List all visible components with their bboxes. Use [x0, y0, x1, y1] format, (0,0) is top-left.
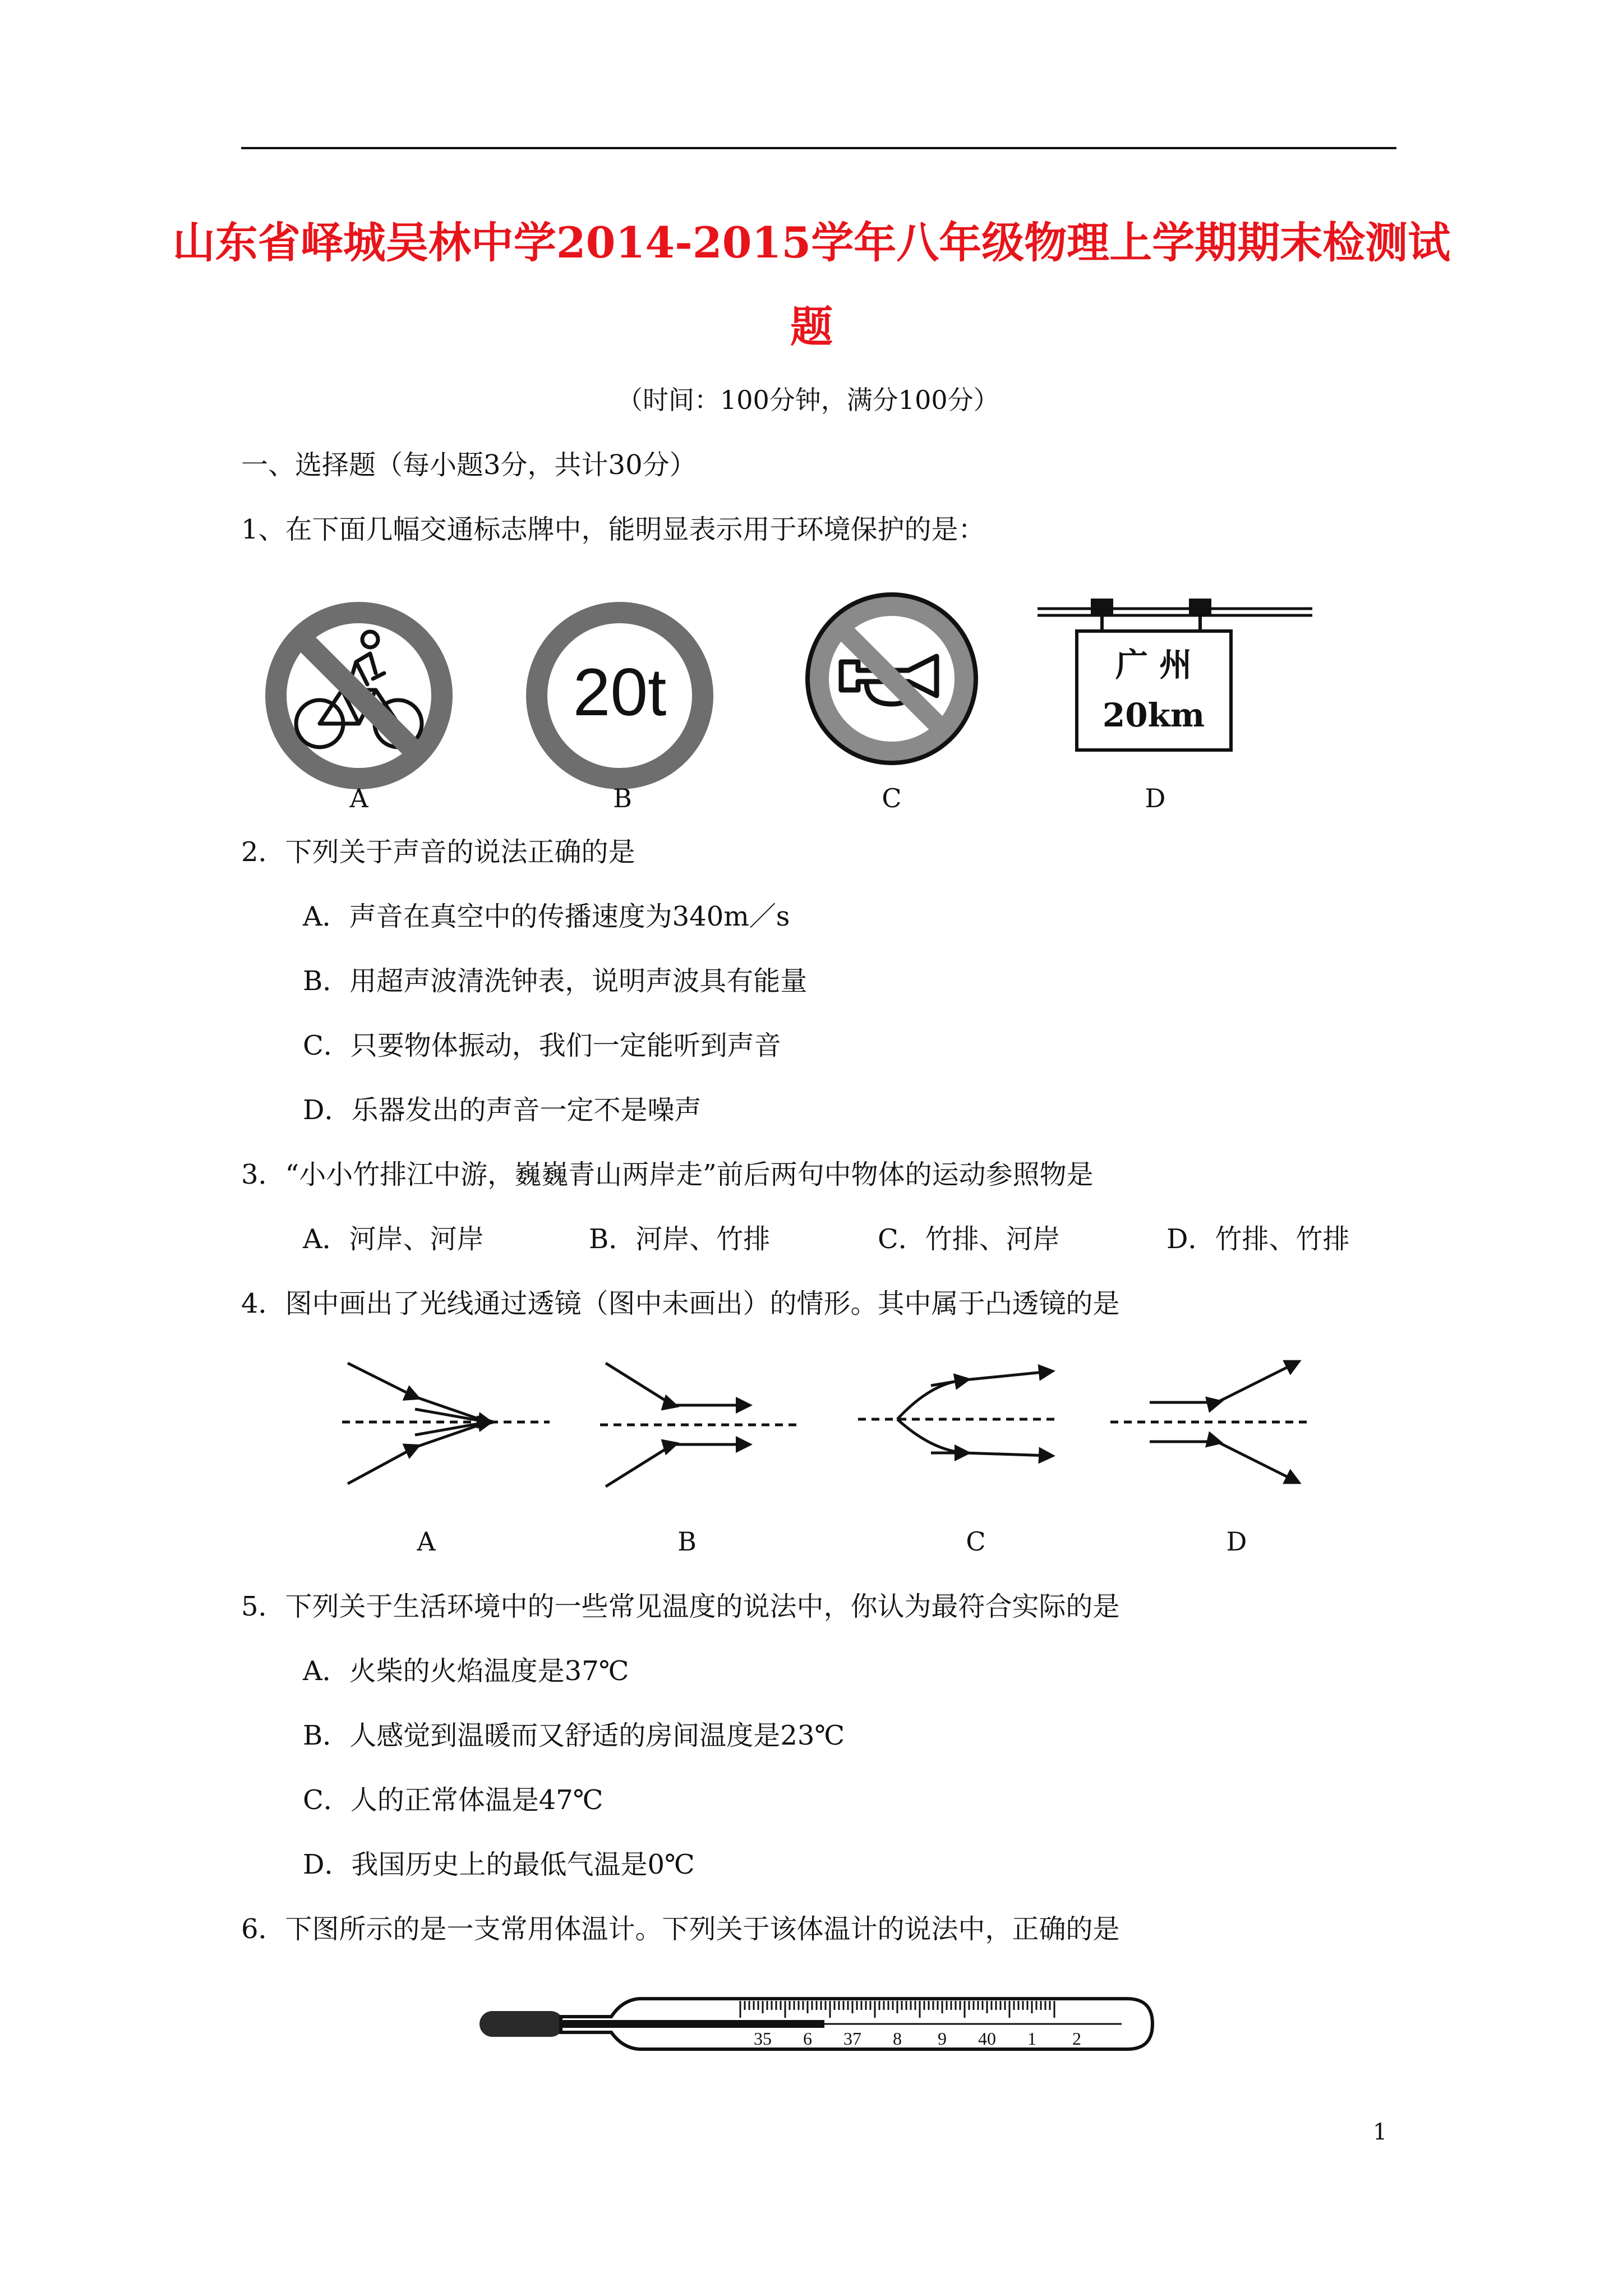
- exam-info: （时间：100分钟，满分100分）: [617, 385, 999, 415]
- question-5-stem: 5．下列关于生活环境中的一些常见温度的说法中，你认为最符合实际的是: [241, 1591, 1120, 1622]
- question-2-option-a: A．声音在真空中的传播速度为340m／s: [303, 901, 790, 932]
- scale-label-36: 6: [803, 2028, 812, 2049]
- q1-label-b: B: [613, 783, 632, 813]
- question-4-stem: 4．图中画出了光线通过透镜（图中未画出）的情形。其中属于凸透镜的是: [241, 1288, 1120, 1319]
- question-3-option-b: B．河岸、竹排: [589, 1223, 771, 1255]
- sign-city: 广 州: [1115, 646, 1192, 684]
- q4-label-a: A: [417, 1526, 436, 1557]
- scale-label-35: 35: [754, 2028, 772, 2049]
- ray-diagram-b: [600, 1363, 802, 1487]
- question-1-stem: 1、在下面几幅交通标志牌中，能明显表示用于环境保护的是：: [241, 514, 985, 545]
- question-2-option-c: C．只要物体振动，我们一定能听到声音: [303, 1030, 781, 1061]
- ray-diagram-d: [1110, 1363, 1307, 1481]
- question-5-option-a: A．火柴的火焰温度是37℃: [303, 1655, 629, 1687]
- title-line-1: 山东省峄城吴林中学2014-2015学年八年级物理上学期期末检测试: [172, 218, 1451, 268]
- question-5-option-b: B．人感觉到温暖而又舒适的房间温度是23℃: [303, 1720, 845, 1751]
- question-3-stem: 3．“小小竹排江中游，巍巍青山两岸走”前后两句中物体的运动参照物是: [241, 1159, 1094, 1190]
- weight-limit-text: 20t: [573, 655, 667, 730]
- question-3-option-c: C．竹排、河岸: [878, 1223, 1060, 1255]
- section-heading: 一、选择题（每小题3分，共计30分）: [241, 449, 697, 481]
- clinical-thermometer: [471, 1989, 1166, 2062]
- scale-label-38: 8: [893, 2028, 902, 2049]
- q4-label-d: D: [1226, 1526, 1247, 1557]
- scale-label-39: 9: [938, 2028, 947, 2049]
- scale-label-40: 40: [978, 2028, 996, 2049]
- scale-label-37: 37: [843, 2028, 861, 2049]
- question-3-option-a: A．河岸、河岸: [303, 1223, 484, 1255]
- q1-label-a: A: [349, 783, 368, 813]
- page-number: 1: [1373, 2119, 1387, 2145]
- ray-diagram-a: [342, 1363, 550, 1484]
- q1-label-c: C: [882, 783, 902, 813]
- scale-label-42: 2: [1072, 2028, 1081, 2049]
- q4-label-b: B: [677, 1526, 697, 1557]
- question-3-option-d: D．竹排、竹排: [1166, 1223, 1350, 1255]
- question-2-stem: 2．下列关于声音的说法正确的是: [241, 836, 635, 868]
- question-2-option-b: B．用超声波清洗钟表，说明声波具有能量: [303, 965, 808, 997]
- title-line-2: 题: [790, 302, 833, 352]
- question-5-option-c: C．人的正常体温是47℃: [303, 1784, 603, 1816]
- q4-label-c: C: [966, 1526, 986, 1557]
- question-5-option-d: D．我国历史上的最低气温是0℃: [303, 1849, 695, 1880]
- ray-diagram-c: [858, 1372, 1060, 1456]
- question-2-option-d: D．乐器发出的声音一定不是噪声: [303, 1094, 702, 1126]
- q1-label-d: D: [1145, 783, 1166, 813]
- question-6-stem: 6．下图所示的是一支常用体温计。下列关于该体温计的说法中，正确的是: [241, 1913, 1120, 1945]
- sign-distance: 20km: [1102, 696, 1205, 734]
- scale-label-41: 1: [1027, 2028, 1036, 2049]
